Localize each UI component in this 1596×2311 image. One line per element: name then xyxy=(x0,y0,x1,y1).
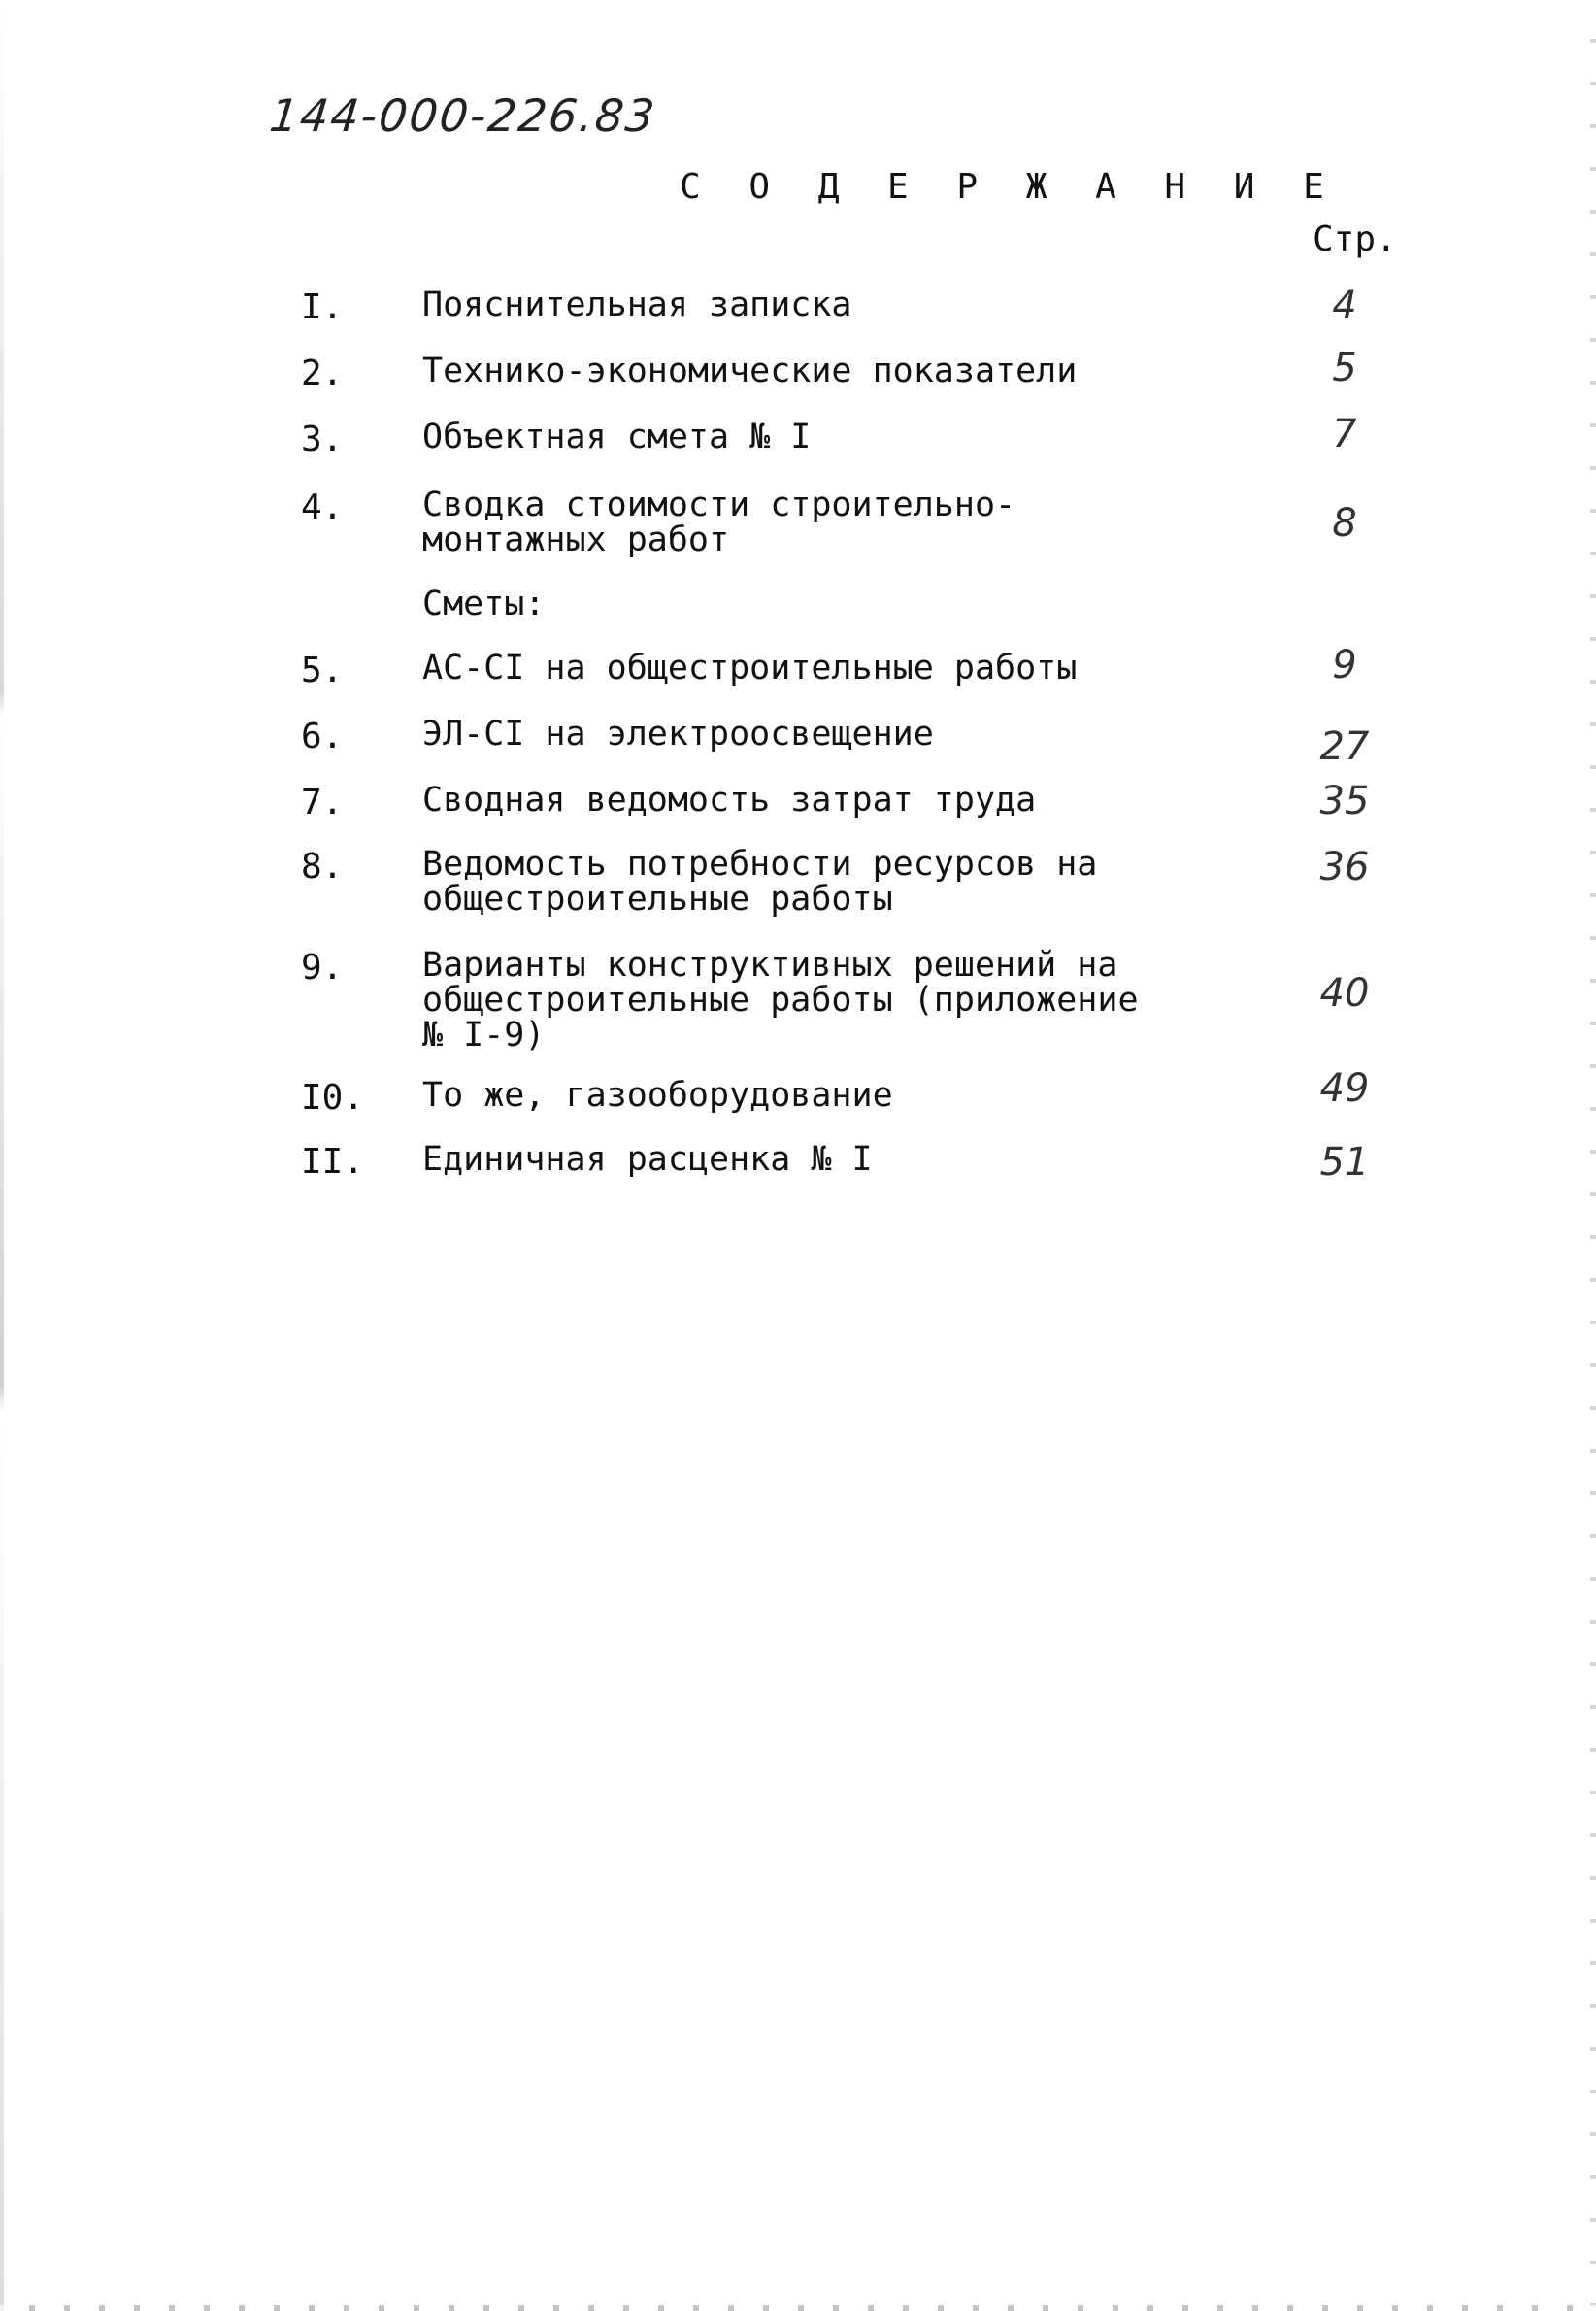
entry-number: 5. xyxy=(301,651,344,690)
entry-page: 35 xyxy=(1319,779,1370,823)
scan-edge-right xyxy=(1590,0,1596,2311)
entry-number: 7. xyxy=(301,783,344,822)
entry-title: Единичная расценка № I xyxy=(422,1140,873,1179)
scan-edge-bottom xyxy=(0,2305,1596,2311)
entry-page: 4 xyxy=(1332,284,1357,328)
entry-page: 8 xyxy=(1332,501,1357,546)
page-title: С О Д Е Р Ж А Н И Е xyxy=(680,167,1338,207)
page-column-header: Стр. xyxy=(1313,219,1397,259)
entry-title: Технико-экономические показатели xyxy=(422,352,1078,390)
entry-title: Пояснительная записка xyxy=(422,285,852,324)
entry-title: То же, газооборудование xyxy=(422,1076,893,1115)
entry-title: Объектная смета № I xyxy=(422,418,812,456)
entry-page: 27 xyxy=(1319,724,1370,769)
entry-page: 36 xyxy=(1319,845,1370,889)
entry-page: 9 xyxy=(1332,643,1357,687)
entry-number: II. xyxy=(301,1142,365,1182)
entry-title: ЭЛ-СI на электроосвещение xyxy=(422,715,934,754)
entry-title: АС-СI на общестроительные работы xyxy=(422,649,1078,687)
entry-number: 8. xyxy=(301,847,344,887)
entry-number: I. xyxy=(301,287,344,327)
entry-page: 51 xyxy=(1319,1140,1370,1185)
entry-page: 40 xyxy=(1319,971,1370,1016)
entry-page: 49 xyxy=(1319,1066,1370,1111)
entry-title: Ведомость потребности ресурсов на общестроительные работы xyxy=(422,845,1098,919)
entry-number: 4. xyxy=(301,487,344,527)
entry-number: I0. xyxy=(301,1078,365,1118)
entry-title: Варианты конструктивных решений на общестроительные работы (приложение № I-9) xyxy=(422,946,1139,1055)
entry-number: 9. xyxy=(301,948,344,988)
entry-number: 6. xyxy=(301,717,344,756)
entry-page: 5 xyxy=(1332,346,1357,390)
entry-number: 2. xyxy=(301,353,344,393)
entry-title: Сводка стоимости строительно-монтажных работ xyxy=(422,486,1016,559)
entry-number: 3. xyxy=(301,419,344,459)
entry-page: 7 xyxy=(1332,412,1357,456)
document-code: 144-000-226.83 xyxy=(267,89,659,142)
scan-edge-left xyxy=(0,0,4,2311)
entry-title: Сводная ведомость затрат труда xyxy=(422,781,1037,820)
subheading-estimates: Сметы: xyxy=(422,585,546,623)
